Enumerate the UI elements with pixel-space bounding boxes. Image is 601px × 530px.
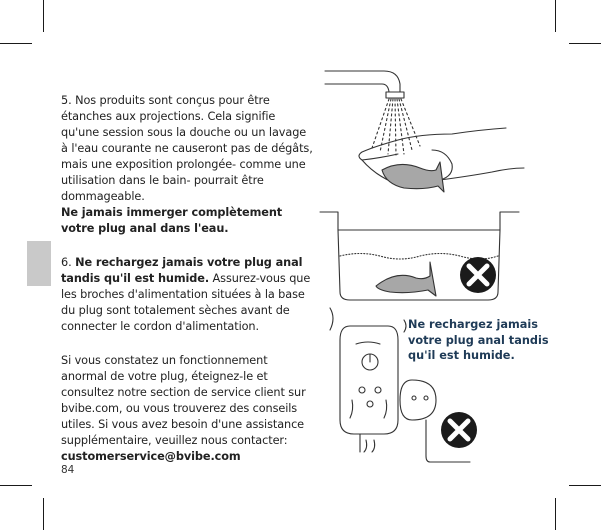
section-5-warning: Ne jamais immerger complètement votre plug anal dans l'eau.: [61, 206, 283, 235]
contact-paragraph: Si vous constatez un fonctionnement anormal de votre plug, éteignez-le et consultez notre section de service client sur bvibe.com, ou vous trouverez des conseils utiles. Si vous avez besoin d'une assistance supplémentaire, veuillez nous contacter: customerservice@bvibe.com: [61, 354, 306, 463]
page-number: 84: [61, 464, 75, 476]
prohibited-x-icon: [460, 257, 496, 293]
section-6: 6. Ne rechargez jamais votre plug anal tandis qu'il est humide. Assurez-vous que les broches d'alimentation situées à la base du plug sont totalement sèches avant de connecter le cordon d'alimentation.: [61, 256, 311, 333]
contact-email[interactable]: customerservice@bvibe.com: [61, 450, 241, 463]
faucet-icon: [325, 71, 404, 98]
section-5: 5. Nos produits sont conçus pour être étanches aux projections. Cela signifie qu'une session sous la douche ou un lavage à l'eau courante ne causeront pas de dégâts, mais une exposition prolongée- comme une utilisation dans le bain- pourrait être dommageable. Ne jamais immerger complètement votre plug anal dans l'eau.: [61, 94, 313, 235]
charging-warning-label: Ne rechargez jamais votre plug anal tandis qu'il est humide.: [408, 318, 549, 362]
section-6-warning: Ne rechargez jamais votre plug anal tandis qu'il est humide.: [61, 256, 303, 285]
plug-in-bath-illustration: [376, 262, 436, 296]
plug-front-illustration: [330, 308, 406, 452]
prohibited-x-icon: [441, 412, 477, 448]
water-stream: [372, 99, 420, 155]
plug-illustration: [382, 162, 444, 192]
